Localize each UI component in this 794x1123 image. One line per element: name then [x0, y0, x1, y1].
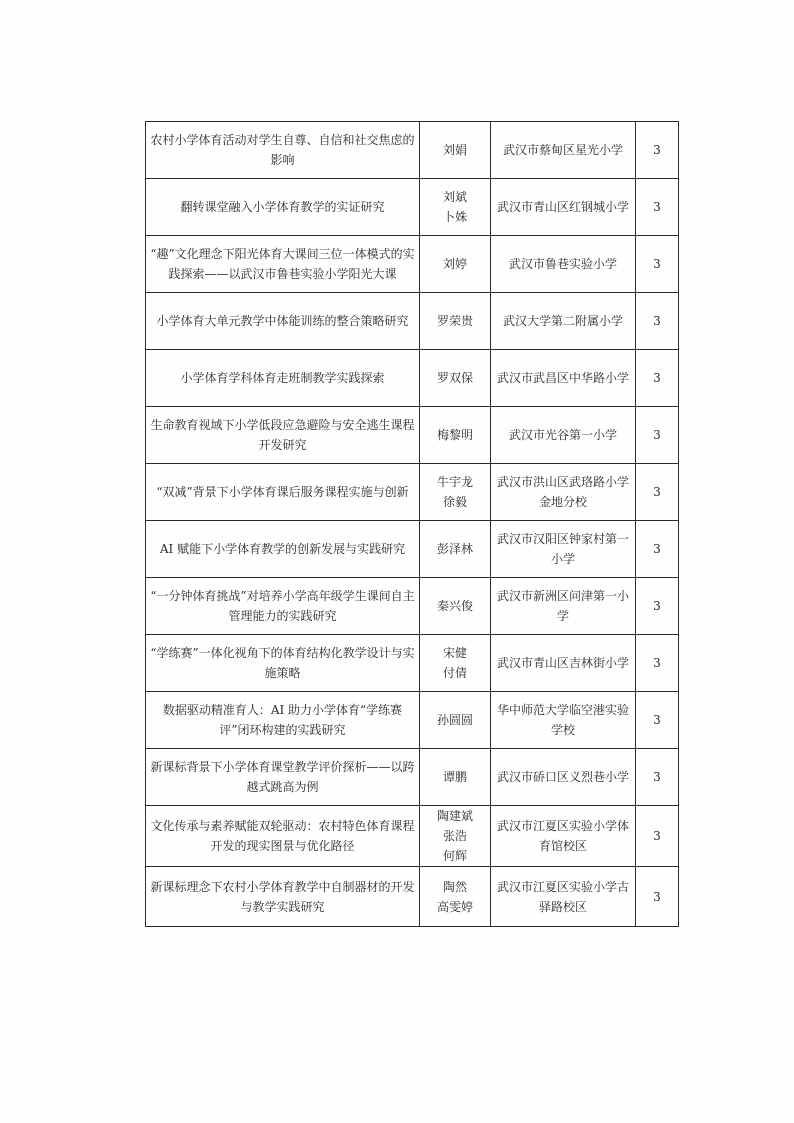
table-row: [146, 749, 679, 806]
table-row: [146, 179, 679, 236]
author-cell: [420, 521, 491, 578]
school-cell: 武汉市新洲区问津第一小学: [491, 578, 636, 635]
table-row: [146, 407, 679, 464]
table-row: [146, 350, 679, 407]
score-cell: 3: [636, 578, 679, 635]
paper-title-cell: 小学体育大单元教学中体能训练的整合策略研究: [146, 293, 420, 350]
school-cell: 武汉大学第二附属小学: [491, 293, 636, 350]
author-name: 梅黎明: [436, 428, 473, 442]
score-cell: 3: [636, 407, 679, 464]
paper-title-cell: “学练赛”一体化视角下的体育结构化教学设计与实施策略: [146, 635, 420, 692]
author-name: 付倩: [442, 666, 467, 680]
school-cell: 武汉市汉阳区钟家村第一小学: [491, 521, 636, 578]
paper-title-cell: 新课标背景下小学体育课堂教学评价探析——以跨越式跳高为例: [146, 749, 420, 806]
school-cell: 武汉市武昌区中华路小学: [491, 350, 636, 407]
author-cell: [420, 179, 491, 236]
school-cell: 武汉市江夏区实验小学古驿路校区: [491, 867, 636, 927]
score-cell: 3: [636, 521, 679, 578]
author-cell: [420, 806, 491, 867]
score-cell: 3: [636, 293, 679, 350]
paper-title-cell: AI 赋能下小学体育教学的创新发展与实践研究: [146, 521, 420, 578]
author-name: 刘娟: [442, 143, 467, 157]
paper-title-cell: 数据驱动精准育人：AI 助力小学体育“学练赛评”闭环构建的实践研究: [146, 692, 420, 749]
table-row: [146, 578, 679, 635]
score-cell: 3: [636, 867, 679, 927]
table-row: [146, 293, 679, 350]
author-cell: [420, 122, 491, 179]
paper-title-cell: 生命教育视域下小学低段应急避险与安全逃生课程开发研究: [146, 407, 420, 464]
author-name: 宋健: [442, 646, 467, 660]
author-name: 卜姝: [442, 210, 467, 224]
author-cell: [420, 293, 491, 350]
school-cell: 武汉市光谷第一小学: [491, 407, 636, 464]
author-name: 何辉: [442, 849, 467, 863]
author-name: 罗荣贵: [436, 314, 473, 328]
table-row: [146, 122, 679, 179]
author-cell: [420, 692, 491, 749]
author-name: 孙圆圆: [436, 713, 473, 727]
paper-title-cell: 小学体育学科体育走班制教学实践探索: [146, 350, 420, 407]
table-row: [146, 521, 679, 578]
author-name: 牛宇龙: [436, 475, 473, 489]
author-cell: [420, 407, 491, 464]
author-cell: [420, 236, 491, 293]
author-cell: [420, 350, 491, 407]
score-cell: 3: [636, 464, 679, 521]
score-cell: 3: [636, 122, 679, 179]
author-name: 罗双保: [436, 371, 473, 385]
paper-title-cell: 文化传承与素养赋能双轮驱动：农村特色体育课程开发的现实图景与优化路径: [146, 806, 420, 867]
author-name: 徐毅: [442, 495, 467, 509]
paper-title-cell: “一分钟体育挑战”对培养小学高年级学生课间自主管理能力的实践研究: [146, 578, 420, 635]
table-row: [146, 806, 679, 867]
paper-title-cell: 农村小学体育活动对学生自尊、自信和社交焦虑的影响: [146, 122, 420, 179]
table-row: [146, 692, 679, 749]
score-cell: 3: [636, 806, 679, 867]
table-row: [146, 236, 679, 293]
author-cell: [420, 749, 491, 806]
school-cell: 武汉市鲁巷实验小学: [491, 236, 636, 293]
author-name: 陶建斌: [436, 809, 473, 823]
author-name: 秦兴俊: [436, 599, 473, 613]
score-cell: 3: [636, 635, 679, 692]
author-name: 刘斌: [442, 190, 467, 204]
author-name: 高雯婷: [436, 899, 473, 914]
school-cell: 武汉市硚口区义烈巷小学: [491, 749, 636, 806]
score-cell: 3: [636, 749, 679, 806]
score-cell: 3: [636, 179, 679, 236]
school-cell: 武汉市江夏区实验小学体育馆校区: [491, 806, 636, 867]
score-cell: 3: [636, 692, 679, 749]
school-cell: 华中师范大学临空港实验学校: [491, 692, 636, 749]
paper-title-cell: “趣”文化理念下阳光体育大课间三位一体模式的实践探索——以武汉市鲁巷实验小学阳光大课: [146, 236, 420, 293]
author-cell: [420, 867, 491, 927]
school-cell: 武汉市青山区红钢城小学: [491, 179, 636, 236]
table-row: [146, 867, 679, 927]
author-name: 谭鹏: [442, 770, 467, 784]
author-cell: [420, 464, 491, 521]
paper-title-cell: 翻转课堂融入小学体育教学的实证研究: [146, 179, 420, 236]
score-cell: 3: [636, 236, 679, 293]
paper-title-cell: 新课标理念下农村小学体育教学中自制器材的开发与教学实践研究: [146, 867, 420, 927]
author-name: 张浩: [442, 829, 467, 843]
table-row: [146, 635, 679, 692]
table-row: [146, 464, 679, 521]
score-cell: 3: [636, 350, 679, 407]
author-name: 陶然: [442, 879, 467, 894]
author-cell: [420, 578, 491, 635]
author-name: 刘婷: [442, 257, 467, 271]
paper-title-cell: “双减”背景下小学体育课后服务课程实施与创新: [146, 464, 420, 521]
school-cell: 武汉市蔡甸区星光小学: [491, 122, 636, 179]
author-name: 彭泽林: [436, 542, 473, 556]
school-cell: 武汉市洪山区武珞路小学金地分校: [491, 464, 636, 521]
awards-table: [145, 121, 679, 927]
school-cell: 武汉市青山区吉林街小学: [491, 635, 636, 692]
author-cell: [420, 635, 491, 692]
